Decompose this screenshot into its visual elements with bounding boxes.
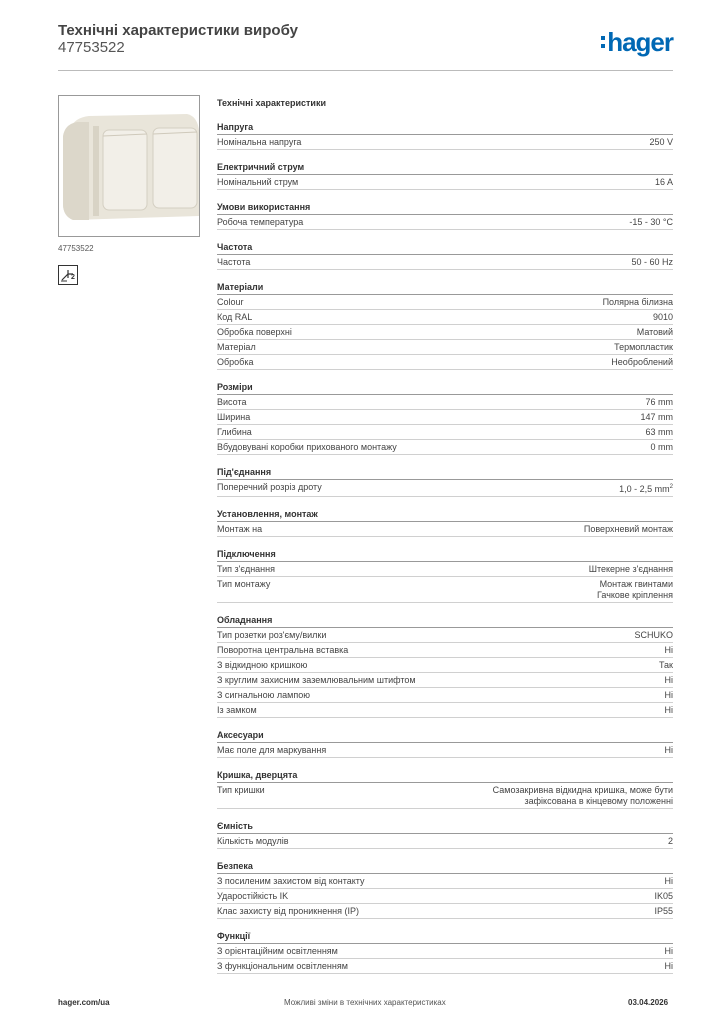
- spec-row: [217, 135, 673, 150]
- spec-value-text: Ні: [664, 961, 673, 971]
- spec-label: Номінальна напруга: [217, 137, 302, 147]
- spec-row: [217, 904, 673, 919]
- spec-label: Ширина: [217, 412, 251, 422]
- spec-value: [665, 690, 674, 701]
- spec-row: [217, 874, 673, 889]
- spec-value-text: 50 - 60 Hz: [631, 257, 673, 267]
- footer-disclaimer: Можливі зміни в технічних характеристиках: [284, 998, 446, 1007]
- spec-label: Монтаж на: [217, 524, 263, 534]
- spec-row: [217, 944, 673, 959]
- spec-row: [217, 688, 673, 703]
- spec-row: [217, 425, 673, 440]
- spec-row: [217, 355, 673, 370]
- spec-value: [589, 564, 673, 575]
- spec-value-text-line2: Гачкове кріплення: [597, 590, 673, 600]
- spec-row: [217, 395, 673, 410]
- spec-value: [649, 137, 673, 148]
- specs-table: [217, 96, 673, 974]
- spec-value-text: Ні: [664, 690, 673, 700]
- spec-value: [665, 675, 674, 686]
- article-number: 47753522: [58, 244, 94, 253]
- spec-value: [597, 579, 673, 601]
- spec-value-text: -15 - 30 °C: [629, 217, 673, 227]
- spec-label: Висота: [217, 397, 247, 407]
- spec-group-title: Розміри: [217, 380, 673, 395]
- spec-row: [217, 325, 673, 340]
- ik-badge-label: 2: [71, 274, 75, 281]
- spec-row: [217, 175, 673, 190]
- spec-group-title: Напруга: [217, 120, 673, 135]
- spec-value: [603, 297, 673, 308]
- spec-row: [217, 522, 673, 537]
- spec-group-title: Підключення: [217, 547, 673, 562]
- logo-text: hager: [607, 27, 673, 57]
- spec-value-text: IP55: [654, 906, 673, 916]
- spec-group-title: Аксесуари: [217, 728, 673, 743]
- spec-value: [584, 524, 673, 535]
- spec-label: Ударостійкість IK: [217, 891, 289, 901]
- spec-group-title: Під'єднання: [217, 465, 673, 480]
- spec-value: [665, 745, 674, 756]
- spec-label: Частота: [217, 257, 251, 267]
- double-socket-photo-icon: [59, 96, 199, 236]
- spec-label: Обробка поверхні: [217, 327, 292, 337]
- spec-label: З відкидною кришкою: [217, 660, 308, 670]
- spec-value: [637, 327, 673, 338]
- logo-mark-icon: [601, 34, 605, 50]
- spec-value-text: 9010: [652, 312, 673, 322]
- spec-value: [665, 961, 674, 972]
- specs-title: Технічні характеристики: [217, 98, 326, 108]
- spec-row: [217, 562, 673, 577]
- spec-value-text: Самозакривна відкидна кришка, може бути: [492, 785, 673, 795]
- spec-value-text: Ні: [664, 745, 673, 755]
- spec-row: [217, 658, 673, 673]
- page-subtitle: 47753522: [58, 39, 125, 56]
- spec-value-text: 16 A: [654, 177, 673, 187]
- footer-date: 03.04.2026: [628, 998, 669, 1007]
- spec-label: Глибина: [217, 427, 252, 437]
- spec-label: З сигнальною лампою: [217, 690, 310, 700]
- spec-value: [659, 660, 673, 671]
- spec-value: [611, 357, 673, 368]
- spec-label: Вбудовувані коробки прихованого монтажу: [217, 442, 397, 452]
- spec-value-text: Штекерне з'єднання: [588, 564, 673, 574]
- spec-label: З орієнтаційним освітленням: [217, 946, 338, 956]
- spec-value-text: Монтаж гвинтами: [599, 579, 673, 589]
- spec-value: [645, 427, 673, 438]
- spec-group-title: Електричний струм: [217, 160, 673, 175]
- spec-value-text: 147 mm: [640, 412, 673, 422]
- spec-row: [217, 480, 673, 497]
- page-header: [58, 22, 673, 71]
- spec-row: [217, 834, 673, 849]
- spec-value-text: 250 V: [649, 137, 673, 147]
- spec-row: [217, 410, 673, 425]
- spec-row: [217, 889, 673, 904]
- spec-value-text: Ні: [664, 645, 673, 655]
- spec-row: [217, 703, 673, 718]
- spec-value: [640, 412, 673, 423]
- product-image: [58, 95, 200, 237]
- spec-value: [665, 705, 674, 716]
- spec-row: [217, 295, 673, 310]
- spec-value-text: Ні: [664, 876, 673, 886]
- spec-label: Номінальний струм: [217, 177, 299, 187]
- spec-value: [653, 312, 673, 323]
- spec-value-text: Полярна білизна: [602, 297, 673, 307]
- spec-value: [668, 836, 673, 847]
- spec-value: [619, 482, 673, 495]
- ik-protection-icon: [58, 265, 78, 285]
- spec-label: Colour: [217, 297, 244, 307]
- spec-label: Матеріал: [217, 342, 256, 352]
- spec-value-text: 2: [667, 836, 673, 846]
- spec-value-text: Термопластик: [614, 342, 673, 352]
- spec-row: [217, 673, 673, 688]
- spec-value: [654, 891, 673, 902]
- spec-value-text: 1,0 - 2,5 mm: [619, 484, 670, 494]
- hager-logo: [601, 28, 673, 56]
- spec-row: [217, 628, 673, 643]
- spec-label: Тип кришки: [217, 785, 265, 795]
- spec-value-superscript: 2: [669, 484, 673, 490]
- spec-label: Поворотна центральна вставка: [217, 645, 349, 655]
- spec-label: Обробка: [217, 357, 254, 367]
- spec-label: Код RAL: [217, 312, 253, 322]
- spec-label: З посиленим захистом від контакту: [217, 876, 365, 886]
- spec-value-text: 63 mm: [645, 427, 673, 437]
- spec-value: [614, 342, 673, 353]
- spec-label: Клас захисту від проникнення (IP): [217, 906, 360, 916]
- page-title: Технічні характеристики виробу: [58, 22, 298, 39]
- spec-value-text: Ні: [664, 946, 673, 956]
- spec-value-text: Ні: [664, 705, 673, 715]
- spec-value-text-line2: зафіксована в кінцевому положенні: [524, 796, 673, 806]
- spec-value: [665, 946, 674, 957]
- spec-row: [217, 310, 673, 325]
- spec-value: [665, 876, 674, 887]
- spec-row: [217, 577, 673, 603]
- spec-value: [493, 785, 673, 807]
- spec-value: [665, 645, 674, 656]
- footer-website[interactable]: hager.com/ua: [58, 998, 110, 1007]
- spec-value-text: IK05: [654, 891, 673, 901]
- spec-value: [645, 397, 673, 408]
- spec-value: [634, 630, 673, 641]
- spec-value-text: SCHUKO: [634, 630, 673, 640]
- spec-row: [217, 643, 673, 658]
- spec-group-title: Ємність: [217, 819, 673, 834]
- spec-value: [651, 442, 674, 453]
- spec-label: Із замком: [217, 705, 257, 715]
- spec-value-text: Матовий: [636, 327, 673, 337]
- spec-group-title: Частота: [217, 240, 673, 255]
- spec-row: [217, 255, 673, 270]
- spec-value: [631, 257, 673, 268]
- spec-label: Тип розетки роз'єму/вилки: [217, 630, 327, 640]
- spec-value-text: Необроблений: [611, 357, 673, 367]
- spec-group-title: Матеріали: [217, 280, 673, 295]
- spec-label: Тип з'єднання: [217, 564, 275, 574]
- spec-value-text: Так: [658, 660, 673, 670]
- spec-value: [629, 217, 673, 228]
- spec-row: [217, 743, 673, 758]
- spec-group-title: Безпека: [217, 859, 673, 874]
- spec-value-text: Поверхневий монтаж: [583, 524, 673, 534]
- spec-value: [655, 177, 673, 188]
- spec-row: [217, 215, 673, 230]
- spec-row: [217, 340, 673, 355]
- spec-value-text: 0 mm: [650, 442, 673, 452]
- spec-label: Робоча температура: [217, 217, 304, 227]
- spec-group-title: Функції: [217, 929, 673, 944]
- spec-value: [654, 906, 673, 917]
- spec-group-title: Обладнання: [217, 613, 673, 628]
- spec-group-title: Кришка, дверцята: [217, 768, 673, 783]
- spec-label: З функціональним освітленням: [217, 961, 348, 971]
- spec-label: Має поле для маркування: [217, 745, 327, 755]
- spec-group-title: Установлення, монтаж: [217, 507, 673, 522]
- spec-label: Поперечний розріз дроту: [217, 482, 322, 492]
- spec-label: З круглим захисним заземлювальним штифтом: [217, 675, 416, 685]
- spec-row: [217, 440, 673, 455]
- spec-value-text: Ні: [664, 675, 673, 685]
- spec-row: [217, 783, 673, 809]
- spec-row: [217, 959, 673, 974]
- spec-label: Тип монтажу: [217, 579, 271, 589]
- spec-group-title: Умови використання: [217, 200, 673, 215]
- spec-value-text: 76 mm: [645, 397, 673, 407]
- spec-label: Кількість модулів: [217, 836, 289, 846]
